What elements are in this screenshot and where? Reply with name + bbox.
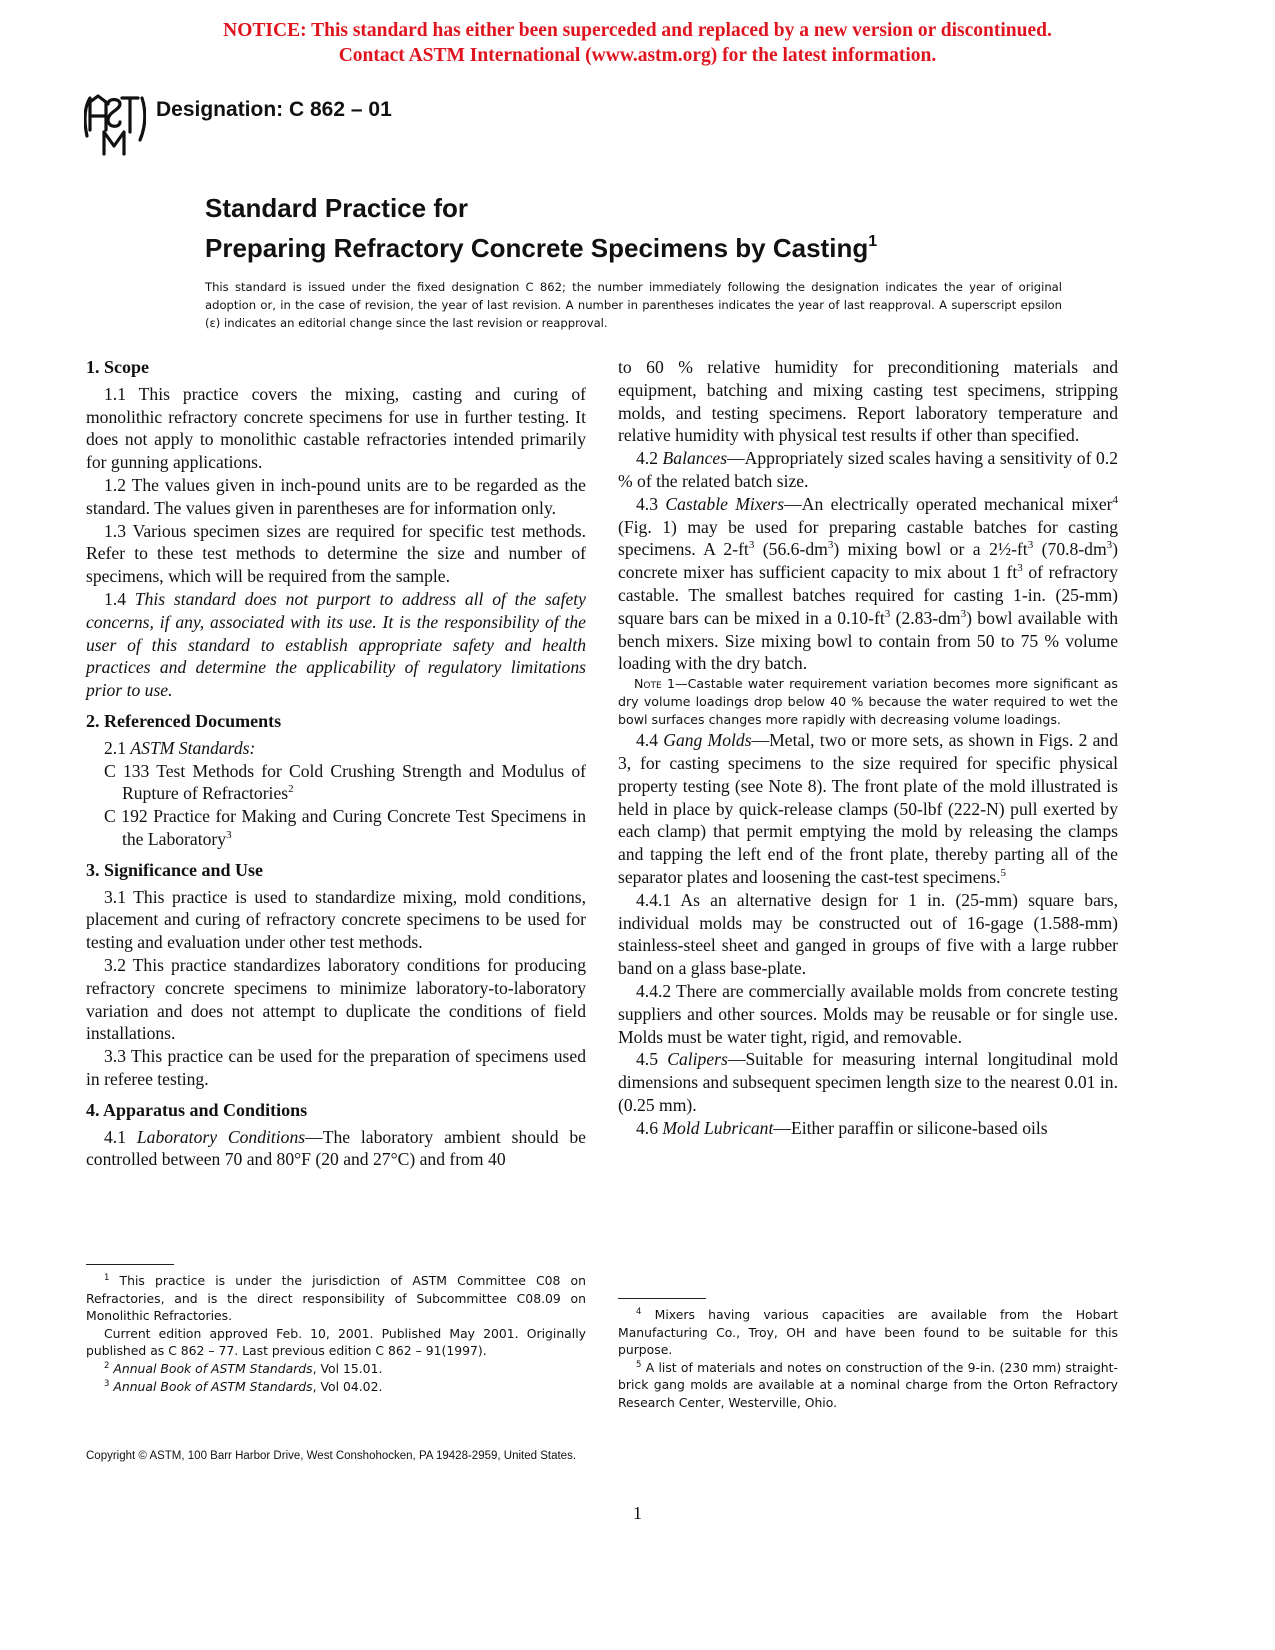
- note-1: Note 1—Castable water requirement variation becomes more significant as dry volume loadings drop below 40 % because the water required to wet the bowl surfaces changes more rapidly with decreasing volume loadings.: [618, 676, 1118, 728]
- para-4-5: 4.5 Calipers—Suitable for measuring internal longitudinal mold dimensions and subsequent specimen length size to the nearest 0.01 in. (0.25 mm).: [618, 1049, 1118, 1115]
- left-column: [86, 356, 586, 1171]
- footnote-1: $^1$ This practice is under the jurisdiction of ASTM Committee C08 on Refractories, and is the direct responsibility of Subcommittee C08.09 on Monolithic Refractories.: [86, 1273, 586, 1324]
- section-3-heading: 3. Significance and Use: [86, 859, 264, 880]
- footnote-4: $^4$ Mixers having various capacities are available from the Hobart Manufacturing Co., Troy, OH and have been found to be suitable for this purpose.: [618, 1307, 1118, 1358]
- para-1-2: 1.2 The values given in inch-pound units are to be regarded as the standard. The values given in parentheses are for information only.: [86, 474, 586, 518]
- notice-line-2: Contact ASTM International (www.astm.org) for the latest information.: [338, 45, 937, 66]
- section-1-heading: 1. Scope: [86, 357, 149, 377]
- para-4-1-cont: to 60 % relative humidity for preconditioning materials and equipment, batching and mixing casting test specimens, stripping molds, and testing specimens. Report laboratory temperature and relative humidity with physical test results if other than specified.: [618, 357, 1118, 446]
- reference-c192: C 192 Practice for Making and Curing Concrete Test Specimens in the Laboratory$^3$: [104, 806, 586, 849]
- title-line-2: Preparing Refractory Concrete Specimens by Casting: [205, 233, 869, 263]
- para-3-1: 3.1 This practice is used to standardize mixing, mold conditions, placement and curing of refractory concrete specimens to be used for testing and evaluation under other test methods.: [86, 886, 586, 953]
- para-1-3: 1.3 Various specimen sizes are required for specific test methods. Refer to these test methods to determine the size and number of specimens, which will be required from the sample.: [86, 520, 586, 587]
- reference-c133: C 133 Test Methods for Cold Crushing Strength and Modulus of Rupture of Refractories$^2$: [104, 760, 586, 804]
- para-4-4-1: 4.4.1 As an alternative design for 1 in. (25-mm) square bars, individual molds may be constructed out of 16-gage (1.588-mm) stainless-steel sheet and ganged in groups of five with a large rubber band on a glass base-plate.: [618, 889, 1118, 979]
- footnotes-left: [86, 1272, 586, 1395]
- footnote-rule-right: [618, 1298, 706, 1299]
- para-4-2: 4.2 Balances—Appropriately sized scales having a sensitivity of 0.2 % of the related batch size.: [618, 448, 1118, 491]
- designation: Designation: C 862 – 01: [156, 98, 392, 121]
- title-footnote-mark: 1: [868, 233, 878, 250]
- supersession-notice: [0, 18, 1275, 68]
- para-4-3: 4.3 Castable Mixers—An electrically operated mechanical mixer$^4$ (Fig. 1) may be used for preparing castable batches for casting specimens. A $2-ft^3$ $(56.6-dm^3)$ mixing bowl or a $2\frac{1}{2}-ft^3$ $(70.8-dm^3)$ concrete mixer has sufficient capacity to mix about 1 $ft^3$ of refractory castable. The smallest batches required for casting 1-in. (25-mm) square bars can be mixed in a $0.10-ft^3$ $(2.83-dm^3)$ bowl available with bench mixers. Size mixing bowl to contain from 50 to 75 % volume loading with the dry batch.: [618, 493, 1119, 674]
- para-4-1-start: 4.1 Laboratory Conditions—The laboratory ambient should be controlled between 70 and 80°F (20 and 27°C) and from 40: [86, 1126, 586, 1170]
- copyright-line: Copyright © ASTM, 100 Barr Harbor Drive, West Conshohocken, PA 19428-2959, United States.: [86, 1450, 577, 1462]
- para-4-4-2: 4.4.2 There are commercially available molds from concrete testing suppliers and other sources. Molds may be reusable or for single use. Molds must be water tight, rigid, and removable.: [618, 980, 1118, 1047]
- para-1-4: 1.4 This standard does not purport to address all of the safety concerns, if any, associated with its use. It is the responsibility of the user of this standard to establish appropriate safety and health practices and determine the applicability of regulatory limitations prior to use.: [86, 588, 586, 701]
- footnote-1-edition: Current edition approved Feb. 10, 2001. Published May 2001. Originally published as C 862 – 77. Last previous edition C 862 – 91(1997).: [86, 1325, 586, 1359]
- footnote-2: $^2$ Annual Book of ASTM Standards, Vol 15.01.: [104, 1360, 383, 1376]
- title-line-1: Standard Practice for: [205, 193, 468, 223]
- para-4-4: 4.4 Gang Molds—Metal, two or more sets, as shown in Figs. 2 and 3, for casting specimens to the size required for specific physical property testing (see Note 8). The front plate of the mold illustrated is held in place by quick-release clamps (50-lbf (222-N) pull exerted by each clamp) that permit emptying the mold by releasing the clamps and tapping the left end of the front plate, thereby parting all of the separator plates and loosening the cast-test specimens.$^5$: [618, 730, 1118, 887]
- page-number: 1: [633, 1503, 642, 1523]
- document-title: [205, 192, 877, 265]
- para-2-1: 2.1 ASTM Standards:: [104, 737, 256, 758]
- footnote-3: $^3$ Annual Book of ASTM Standards, Vol 04.02.: [104, 1378, 383, 1394]
- right-column: [618, 356, 1118, 1140]
- para-1-1: 1.1 This practice covers the mixing, casting and curing of monolithic refractory concrete specimens for use in further testing. It does not apply to monolithic castable refractories intended primarily for gunning applications.: [86, 383, 586, 473]
- notice-line-1: NOTICE: This standard has either been superceded and replaced by a new version or discontinued.: [223, 20, 1052, 41]
- issuance-statement: This standard is issued under the fixed designation C 862; the number immediately following the designation indicates the year of original adoption or, in the case of revision, the year of last revision. A number in parentheses indicates the year of last reapproval. A superscript epsilon (ε) indicates an editorial change since the last revision or reapproval.: [205, 280, 1062, 331]
- section-2-heading: 2. Referenced Documents: [86, 710, 282, 731]
- astm-logo-icon: [84, 92, 146, 158]
- footnote-5: $^5$ A list of materials and notes on construction of the 9-in. (230 mm) straight-brick gang molds are available at a nominal charge from the Orton Refractory Research Center, Westerville, Ohio.: [618, 1359, 1118, 1410]
- section-4-heading: 4. Apparatus and Conditions: [86, 1099, 308, 1120]
- footnotes-right: [618, 1306, 1118, 1412]
- para-3-3: 3.3 This practice can be used for the preparation of specimens used in referee testing.: [86, 1046, 586, 1089]
- para-4-6: 4.6 Mold Lubricant—Either paraffin or silicone-based oils: [636, 1117, 1048, 1138]
- para-3-2: 3.2 This practice standardizes laboratory conditions for producing refractory concrete specimens to minimize laboratory-to-laboratory variation and does not attempt to duplicate the conditions of field installations.: [86, 954, 586, 1044]
- footnote-rule-left: [86, 1264, 174, 1265]
